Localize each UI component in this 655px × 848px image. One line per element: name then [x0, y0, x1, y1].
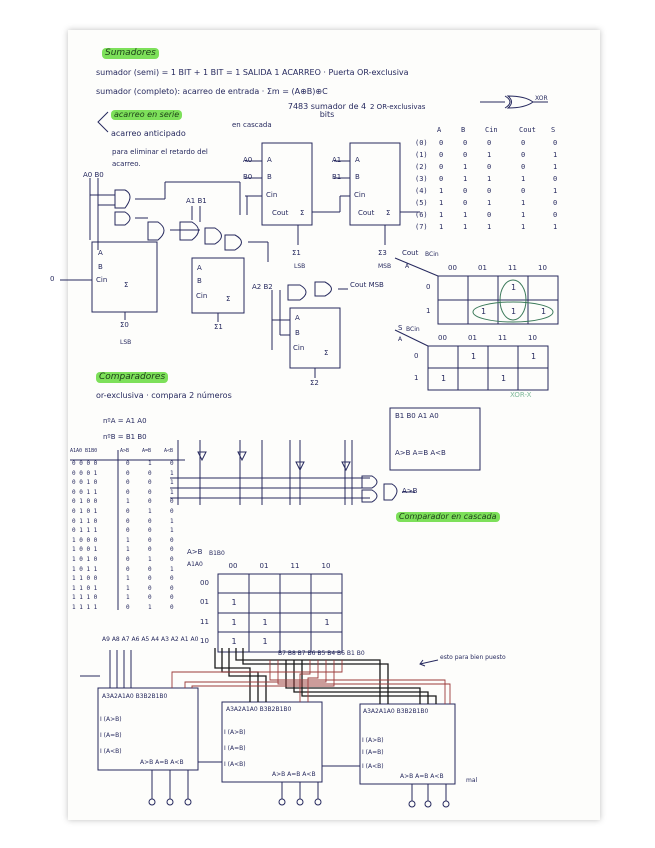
fa-cell: 0	[439, 139, 444, 147]
block-cin-label: Cin	[96, 276, 108, 284]
cascade-block1-igt: I (A>B)	[100, 716, 122, 723]
cmp-output-cell: 1	[148, 604, 152, 611]
cascade-block1-ilt: I (A<B)	[100, 748, 122, 755]
cmp-output-cell: 0	[126, 527, 130, 535]
mal-note: mal	[466, 777, 478, 784]
cmp-input-cell: 1 1 1 1	[72, 604, 98, 611]
right-box-sigma-label: Σ	[386, 209, 391, 217]
sigma1-top-label: Σ1	[292, 249, 301, 257]
kmap-agtb-corner-a: A1A0	[187, 561, 203, 568]
fa-cell: 1	[439, 211, 444, 219]
cmp-output-cell: 0	[170, 460, 174, 467]
cmp-output-cell: 0	[148, 536, 152, 544]
fa-cell: 0	[521, 187, 526, 195]
cmp-input-cell: 0 1 0 0	[72, 498, 98, 506]
cmp-output-cell: 1	[170, 479, 174, 487]
kmap-agtb-cell: 1	[231, 637, 237, 647]
fa-cell: 0	[487, 187, 492, 195]
top-box-a-label: A	[267, 156, 272, 164]
cout-msb-label: Cout MSB	[350, 281, 384, 289]
comparadores-line1: or-exclusiva · compara 2 números	[96, 391, 232, 400]
kmap-agtb-row-label: 01	[200, 598, 209, 607]
cmp-output-cell: 0	[148, 469, 152, 477]
kmap-agtb-cell: 1	[262, 617, 268, 627]
cmp-output-cell: 1	[170, 527, 174, 535]
block-sigma-label: Σ	[124, 281, 129, 289]
fa-cell: 1	[439, 187, 444, 195]
kmap-cout-corner-a: A	[405, 263, 410, 270]
kmap-s-cell: 1	[471, 352, 477, 361]
top-box-cin-label: Cin	[266, 191, 278, 199]
kmap-agtb-col-label: 11	[290, 562, 300, 570]
cmp-header-cell: A=B	[142, 448, 152, 454]
lsb-label-1: LSB	[120, 339, 132, 346]
b1-in-label: B1	[332, 173, 342, 181]
mid-box-a-label: A	[197, 264, 202, 272]
cmp-input-cell: 1 0 0 0	[72, 536, 98, 544]
kmap-cout-cell: 1	[511, 307, 517, 316]
fa-cell: 0	[521, 163, 526, 171]
cascade-block3-inputs: A3A2A1A0 B3B2B1B0	[363, 708, 429, 715]
cmp-input-cell: 0 0 0 1	[72, 469, 98, 477]
cmp-output-cell: 0	[148, 584, 152, 592]
kmap-agtb-row-label: 10	[200, 637, 209, 646]
fa-cell: 0	[521, 151, 526, 159]
xor-gate-label: XOR	[535, 95, 548, 102]
a0b0-label: A0 B0	[83, 171, 104, 179]
cmp-input-cell: 1 0 0 1	[72, 546, 98, 554]
kmap-cout-row-label: 0	[426, 283, 431, 291]
cascade-block2-inputs: A3A2A1A0 B3B2B1B0	[226, 706, 292, 713]
cmp-output-cell: 1	[126, 594, 130, 602]
fa-row-index: (5)	[415, 199, 428, 207]
kmap-cout-col-label: 00	[448, 264, 457, 272]
anticipado-note: para eliminar el retardo del acarreo.	[112, 148, 208, 168]
fa-cell: 1	[463, 175, 468, 183]
fa-cell: 0	[553, 211, 558, 219]
cmp-output-cell: 1	[170, 488, 174, 496]
fa-cell: 1	[487, 223, 492, 231]
cmp-input-cell: 1 0 1 0	[72, 556, 98, 563]
fa-cell: 1	[553, 163, 558, 171]
mid-box-sigma-label: Σ	[226, 295, 231, 303]
cmp-input-cell: 0 0 1 1	[72, 488, 98, 496]
right-box-cin-label: Cin	[354, 191, 366, 199]
sumadores-line2: sumador (completo): acarreo de entrada · Σm = (A⊕B)⊕C	[96, 87, 328, 96]
fa-cell: 1	[553, 223, 558, 231]
fa-header-cell: A	[437, 126, 442, 134]
fa-cell: 1	[463, 163, 468, 171]
kmap-cout-col-label: 11	[508, 264, 517, 272]
kmap-agtb-cell: 1	[231, 617, 237, 627]
fa-cell: 1	[463, 223, 468, 231]
a1-in-label: A1	[332, 156, 342, 164]
a0-in-label: A0	[243, 156, 253, 164]
kmap-s-col-label: 00	[438, 334, 447, 342]
cascade-block2-ieq: I (A=B)	[224, 745, 246, 752]
a1b1-label: A1 B1	[186, 197, 207, 205]
carry-zero-label: 0	[50, 275, 55, 283]
kmap-s-col-label: 11	[498, 334, 507, 342]
def-b: nºB = B1 B0	[103, 433, 147, 441]
cascade-block1-inputs: A3A2A1A0 B3B2B1B0	[102, 693, 168, 700]
cmp-output-cell: 0	[126, 460, 130, 467]
cascade-bus-b: B7 B8 B7 B6 B5 B4 B6 B1 B0	[278, 650, 365, 657]
fa-header-cell: S	[551, 126, 556, 134]
cmp-input-cell: 1 0 1 1	[72, 565, 98, 573]
cmp-header-cell: A>B	[120, 448, 130, 454]
fa-row-index: (7)	[415, 223, 428, 231]
fa-cell: 1	[521, 211, 526, 219]
cmp-output-cell: 0	[126, 565, 130, 573]
fa-cell: 1	[521, 175, 526, 183]
xorx-note: XOR-X	[510, 391, 532, 399]
cmp-output-cell: 1	[148, 460, 152, 467]
cmp-output-cell: 0	[170, 604, 174, 611]
kmap-s-col-label: 01	[468, 334, 477, 342]
mid-box-cin-label: Cin	[196, 292, 208, 300]
kmap-s-cell: 1	[501, 374, 507, 383]
fa-cell: 0	[463, 151, 468, 159]
fa-cell: 0	[553, 175, 558, 183]
fa-header-cell: Cout	[519, 126, 536, 134]
fa-cell: 1	[487, 175, 492, 183]
cascade-block3-outs: A>B A=B A<B	[400, 773, 444, 780]
cmp-output-cell: 1	[148, 508, 152, 515]
cmp-input-cell: 0 0 0 0	[72, 460, 98, 467]
a2b2-label: A2 B2	[252, 283, 273, 291]
s2-box-cin-label: Cin	[293, 344, 305, 352]
cascade-bus-a: A9 A8 A7 A6 A5 A4 A3 A2 A1 A0	[102, 636, 199, 643]
cmp-output-cell: 0	[148, 546, 152, 554]
kmap-s-col-label: 10	[528, 334, 537, 342]
block-b-label: B	[98, 263, 103, 271]
kmap-agtb-title: A>B	[187, 548, 203, 556]
fa-cell: 0	[487, 211, 492, 219]
cmp-input-cell: 1 1 1 0	[72, 594, 98, 602]
comparador-cascada-label: Comparador en cascada	[396, 512, 500, 522]
right-box-a-label: A	[355, 156, 360, 164]
acarreo-anticipado-label: acarreo anticipado	[111, 129, 186, 138]
cmp-input-cell: 0 0 1 0	[72, 479, 98, 487]
right-box-b-label: B	[355, 173, 360, 181]
kmap-cout-col-label: 01	[478, 264, 487, 272]
cascade-block1-outs: A>B A=B A<B	[140, 759, 184, 766]
cascade-block3-igt: I (A>B)	[362, 737, 384, 744]
cascade-block3-ilt: I (A<B)	[362, 763, 384, 770]
cmp-output-cell: 0	[126, 479, 130, 487]
kmap-agtb-corner-b: B1B0	[209, 550, 225, 557]
cascade-block2-igt: I (A>B)	[224, 729, 246, 736]
fa-cell: 1	[439, 199, 444, 207]
kmap-agtb-row-label: 11	[200, 617, 209, 626]
kmap-s-cell: 1	[441, 374, 447, 383]
cmp-output-cell: 1	[148, 556, 152, 563]
sigma2-label: Σ2	[310, 379, 319, 387]
cascade-block3-ieq: I (A=B)	[362, 749, 384, 756]
fa-cell: 0	[463, 139, 468, 147]
fa-header-cell: B	[461, 126, 466, 134]
fa-row-index: (0)	[415, 139, 428, 147]
cmp-output-cell: 0	[148, 479, 152, 487]
kmap-agtb-cell: 1	[231, 598, 237, 608]
cascade-block1-ieq: I (A=B)	[100, 732, 122, 739]
cmp-output-cell: 0	[148, 565, 152, 573]
kmap-s-title: S	[398, 324, 403, 332]
comparator-inputs: B1 B0 A1 A0	[395, 412, 439, 420]
fa-cell: 0	[521, 139, 526, 147]
comparator-outputs: A>B A=B A<B	[395, 449, 446, 457]
fa-cell: 0	[463, 187, 468, 195]
sumadores-line3: 2 OR-exclusivas	[370, 103, 426, 111]
cmp-output-cell: 0	[148, 594, 152, 602]
mid-box-b-label: B	[197, 277, 202, 285]
cmp-output-cell: 0	[126, 488, 130, 496]
kmap-cout-cell: 1	[511, 283, 517, 292]
cmp-output-cell: 0	[148, 498, 152, 506]
fa-cell: 0	[439, 163, 444, 171]
fa-cell: 1	[521, 199, 526, 207]
kmap-cout-corner-bc: BCin	[425, 251, 439, 258]
fa-cell: 1	[487, 151, 492, 159]
kmap-agtb-row-label: 00	[200, 578, 209, 587]
fa-cell: 1	[439, 223, 444, 231]
cmp-output-cell: 1	[126, 536, 130, 544]
cmp-output-cell: 0	[170, 556, 174, 563]
kmap-agtb-col-label: 00	[228, 562, 238, 570]
cmp-output-cell: 0	[170, 508, 174, 515]
cascade-block2-ilt: I (A<B)	[224, 761, 246, 768]
kmap-s-row-label: 0	[414, 352, 419, 360]
cmp-output-cell: 1	[170, 517, 174, 525]
cmp-header-cell: A1A0 B1B0	[70, 448, 98, 454]
kmap-cout-cell: 1	[541, 307, 547, 316]
fa-row-index: (3)	[415, 175, 428, 183]
sigma1-label: Σ1	[214, 323, 223, 331]
fa-cell: 1	[553, 187, 558, 195]
cmp-header-cell: A<B	[164, 448, 174, 454]
kmap-cout-cell: 1	[481, 307, 487, 316]
block-a-label: A	[98, 249, 103, 257]
kmap-cout-title: Cout	[402, 249, 419, 257]
kmap-agtb-col-label: 01	[259, 562, 269, 570]
cmp-output-cell: 1	[170, 469, 174, 477]
msb-label-1: MSB	[378, 263, 392, 270]
cmp-output-cell: 1	[126, 546, 130, 554]
cmp-output-cell: 0	[148, 517, 152, 525]
kmap-s-cell: 1	[531, 352, 537, 361]
fa-cell: 0	[487, 139, 492, 147]
cmp-output-cell: 0	[170, 536, 174, 544]
top-box-sigma-label: Σ	[300, 209, 305, 217]
top-box-b-label: B	[267, 173, 272, 181]
cmp-output-cell: 0	[170, 584, 174, 592]
kmap-agtb-cell: 1	[262, 637, 268, 647]
sumadores-line1: sumador (semi) = 1 BIT + 1 BIT = 1 SALIDA 1 ACARREO · Puerta OR-exclusiva	[96, 68, 409, 77]
cmp-output-cell: 0	[126, 517, 130, 525]
cmp-output-cell: 1	[126, 498, 130, 506]
cmp-output-cell: 1	[126, 575, 130, 583]
cmp-input-cell: 0 1 1 1	[72, 527, 98, 535]
cmp-output-cell: 1	[170, 565, 174, 573]
kmap-agtb-cell: 1	[324, 617, 330, 627]
cascade-note: esto para bien puesto	[440, 654, 506, 661]
cascada-label: en cascada	[232, 121, 272, 129]
def-a: nºA = A1 A0	[103, 417, 147, 425]
b0-in-label: B0	[243, 173, 253, 181]
cmp-output-cell: 0	[148, 575, 152, 583]
fa-header-cell: Cin	[485, 126, 498, 134]
cmp-output-cell: 0	[148, 527, 152, 535]
cmp-output-cell: 1	[126, 584, 130, 592]
cmp-input-cell: 1 1 0 1	[72, 584, 98, 592]
fa-cell: 1	[521, 223, 526, 231]
lsb-label-2: LSB	[294, 263, 306, 270]
fa-cell: 0	[487, 163, 492, 171]
right-box-cout-label: Cout	[358, 209, 375, 217]
cmp-output-cell: 0	[170, 575, 174, 583]
cmp-input-cell: 0 1 1 0	[72, 517, 98, 525]
fa-row-index: (4)	[415, 187, 428, 195]
cmp-output-cell: 0	[148, 488, 152, 496]
top-box-cout-label: Cout	[272, 209, 289, 217]
s2-box-a-label: A	[295, 314, 300, 322]
cmp-output-cell: 0	[126, 556, 130, 563]
fa-row-index: (2)	[415, 163, 428, 171]
cmp-input-cell: 1 1 0 0	[72, 575, 98, 583]
cmp-output-cell: 0	[126, 604, 130, 611]
kmap-s-corner-bc: BCin	[406, 326, 420, 333]
fa-cell: 0	[553, 139, 558, 147]
cmp-input-cell: 0 1 0 1	[72, 508, 98, 515]
comparator-out-label: A>B	[402, 487, 418, 495]
kmap-agtb-col-label: 10	[321, 562, 331, 570]
cmp-output-cell: 0	[170, 498, 174, 506]
acarreo-serie-label: acarreo en serie	[111, 110, 182, 120]
fa-cell: 1	[553, 151, 558, 159]
section-title-sumadores: Sumadores	[102, 48, 159, 59]
fa-row-index: (6)	[415, 211, 428, 219]
cmp-output-cell: 0	[170, 546, 174, 554]
s2-box-sigma-label: Σ	[324, 349, 329, 357]
kmap-s-corner-a: A	[398, 336, 403, 343]
kmap-s-row-label: 1	[414, 374, 419, 382]
cascade-block2-outs: A>B A=B A<B	[272, 771, 316, 778]
fa-cell: 0	[463, 199, 468, 207]
sigma0-label: Σ0	[120, 321, 129, 329]
fa-cell: 1	[487, 199, 492, 207]
fa-cell: 0	[439, 175, 444, 183]
kmap-cout-row-label: 1	[426, 307, 431, 315]
cmp-output-cell: 0	[126, 508, 130, 515]
cmp-output-cell: 0	[170, 594, 174, 602]
sumador-4bits-label: 7483 sumador de 4 bits	[287, 102, 367, 119]
fa-cell: 0	[553, 199, 558, 207]
cmp-output-cell: 0	[126, 469, 130, 477]
fa-cell: 0	[439, 151, 444, 159]
section-title-comparadores: Comparadores	[96, 372, 168, 383]
fa-cell: 1	[463, 211, 468, 219]
sigma3-label: Σ3	[378, 249, 387, 257]
fa-row-index: (1)	[415, 151, 428, 159]
s2-box-b-label: B	[295, 329, 300, 337]
kmap-cout-col-label: 10	[538, 264, 547, 272]
